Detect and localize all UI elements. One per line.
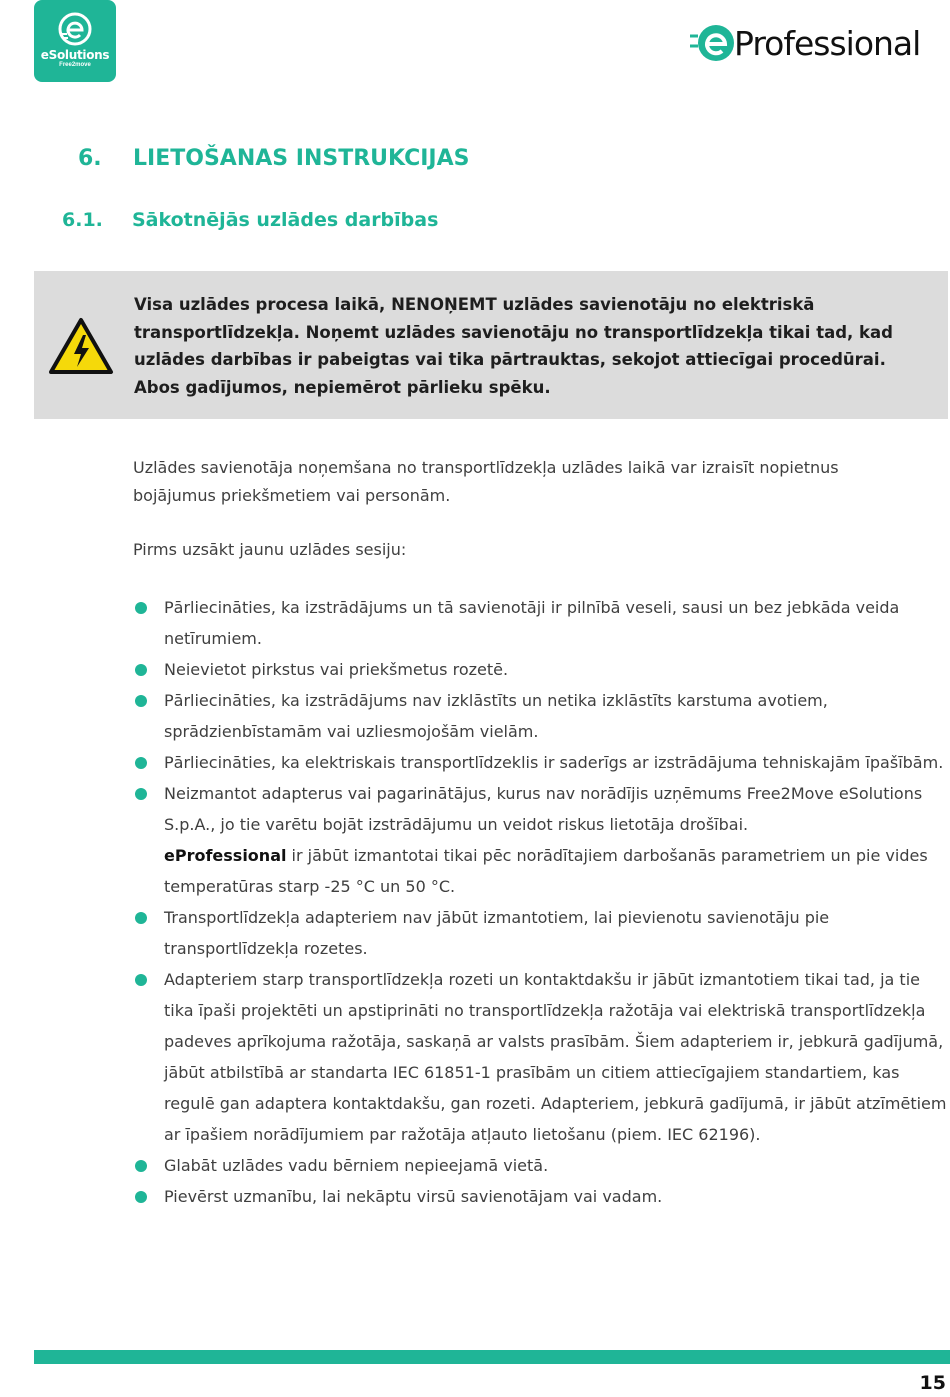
precautions-list [133,592,948,1212]
esolutions-brand-text: eSolutions [40,48,110,62]
list-item: Pārliecināties, ka izstrādājums nav izklāstīts un netika izklāstīts karstuma avotiem, sprādzienbīstamām vai uzliesmojošām vielām. [133,685,948,747]
eprofessional-wordmark: Professional [734,23,921,63]
bullet-dot [135,664,147,676]
list-item: Neizmantot adapterus vai pagarinātājus, kurus nav norādījis uzņēmums Free2Move eSolutions S.p.A., jo tie varētu bojāt izstrādājumu un veidot riskus lietotāja drošībai. eProfessional ir jābūt izmantotai tikai pēc norādītajiem darbošanās parametriem un pie vides temperatūras starp -25 °C un 50 °C. [133,778,948,902]
paragraph-before-session: Pirms uzsākt jaunu uzlādes sesiju: [133,540,407,559]
eprofessional-plug-e-icon [688,20,734,66]
eprofessional-logo [688,18,950,68]
bullet-dot [135,1160,147,1172]
page-number: 15 [919,1372,946,1394]
bullet-dot [135,602,147,614]
free2move-subtext: Free2move [59,62,91,68]
subsection-title: Sākotnējās uzlādes darbības [132,209,439,231]
footer-bar [34,1350,950,1364]
list-item: Pievērst uzmanību, lai nekāptu virsū savienotājam vai vadam. [133,1181,948,1212]
list-item: Glabāt uzlādes vadu bērniem nepieejamā vietā. [133,1150,948,1181]
bullet-dot [135,1191,147,1203]
subsection-heading [62,209,438,231]
list-item: Pārliecināties, ka elektriskais transportlīdzeklis ir saderīgs ar izstrādājuma tehniskajām īpašībām. [133,747,948,778]
esolutions-logo [34,0,116,82]
section-number: 6. [78,146,102,171]
bullet-dot [135,912,147,924]
bullet-dot [135,695,147,707]
bullet-dot [135,974,147,986]
list-item: Adapteriem starp transportlīdzekļa rozeti un kontaktdakšu ir jābūt izmantotiem tikai tad, ja tie tika īpaši projektēti un apstiprināti no transportlīdzekļa ražotāja vai elektriskā transportlīdzekļa padeves aprīkojuma ražotāja, saskaņā ar valsts prasībām. Šiem adapteriem ir, jebkurā gadījumā, jābūt atbilstībā ar standarta IEC 61851-1 prasībām un citiem attiecīgajiem standartiem, kas regulē gan adaptera kontaktdakšu, gan rozeti. Adapteriem, jebkurā gadījumā, ir jābūt atzīmētiem ar īpašiem norādījumiem par ražotāja atļauto lietošanu (piem. IEC 62196). [133,964,948,1150]
section-heading [78,146,469,171]
list-item: Transportlīdzekļa adapteriem nav jābūt izmantotiem, lai pievienotu savienotāju pie transportlīdzekļa rozetes. [133,902,948,964]
section-title: LIETOŠANAS INSTRUKCIJAS [133,146,470,171]
esolutions-e-icon [58,12,92,46]
eprofessional-bold: eProfessional [164,846,287,865]
list-item: Pārliecināties, ka izstrādājums un tā savienotāji ir pilnībā veseli, sausi un bez jebkāda veida netīrumiem. [133,592,948,654]
warning-box [34,271,948,419]
warning-text: Visa uzlādes procesa laikā, NENOŅEMT uzlādes savienotāju no elektriskā transportlīdzekļa. Noņemt uzlādes savienotāju no transportlīdzekļa tikai tad, kad uzlādes darbības ir pabeigtas vai tika pārtrauktas, sekojot attiecīgai procedūrai. Abos gadījumos, nepiemērot pārlieku spēku. [134,295,893,397]
list-item: Neievietot pirkstus vai priekšmetus rozetē. [133,654,948,685]
paragraph-removal-risk: Uzlādes savienotāja noņemšana no transportlīdzekļa uzlādes laikā var izraisīt nopietnus bojājumus priekšmetiem vai personām. [133,458,839,505]
bullet-dot [135,757,147,769]
high-voltage-warning-icon [48,317,114,375]
subsection-number: 6.1. [62,209,103,231]
bullet-dot [135,788,147,800]
